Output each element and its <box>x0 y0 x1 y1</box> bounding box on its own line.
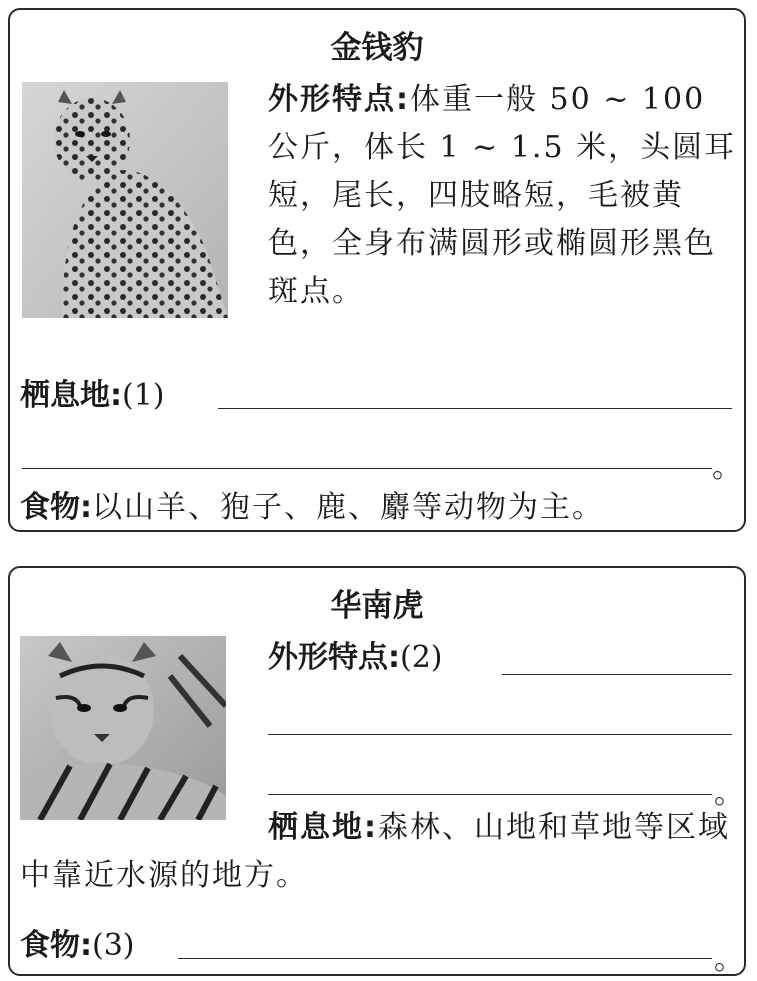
leopard-photo <box>22 82 228 318</box>
end-period: 。 <box>712 450 742 485</box>
colon: : <box>80 490 92 525</box>
answer-line-3[interactable] <box>178 958 712 959</box>
colon: : <box>110 378 122 413</box>
habitat-label: 栖息地 <box>20 378 110 413</box>
answer-line-1-cont[interactable] <box>22 468 712 469</box>
end-period: 。 <box>714 776 744 811</box>
answer-line-2-cont[interactable] <box>268 734 732 735</box>
appearance-label: 外形特点 <box>268 82 396 117</box>
card-title: 金钱豹 <box>330 30 424 66</box>
blank-number-1: (1) <box>122 378 165 413</box>
colon: : <box>80 928 92 963</box>
answer-line-2[interactable] <box>502 674 732 675</box>
food-label: 食物 <box>20 490 80 525</box>
habitat-label: 栖息地 <box>268 810 364 845</box>
tiger-card <box>8 566 746 976</box>
habitat-block <box>20 804 740 900</box>
answer-line-2-end[interactable] <box>268 794 712 795</box>
appearance-label: 外形特点 <box>268 640 388 675</box>
blank-number-2: (2) <box>400 640 443 675</box>
colon: : <box>364 810 378 845</box>
blank-number-3: (3) <box>92 928 135 963</box>
habitat-row <box>20 370 165 414</box>
colon: : <box>388 640 400 675</box>
tiger-photo <box>20 636 226 820</box>
food-text: 以山羊、狍子、鹿、麝等动物为主。 <box>92 490 604 525</box>
food-row <box>20 482 604 526</box>
appearance-row <box>268 632 443 676</box>
colon: : <box>396 82 410 117</box>
appearance-text: 体重一般 50 ~ 100 公斤，体长 1 ~ 1.5 米，头圆耳短，尾长，四肢略短，毛被黄色，全身布满圆形或椭圆形黑色斑点。 <box>268 82 737 309</box>
habitat-text: 森林、山地和草地等区域中靠近水源的地方。 <box>20 810 730 893</box>
appearance-block <box>268 76 738 316</box>
food-label: 食物 <box>20 928 80 963</box>
answer-line-1[interactable] <box>218 408 732 409</box>
end-period: 。 <box>714 942 744 977</box>
leopard-card <box>8 8 746 532</box>
food-row <box>20 920 135 964</box>
card-title: 华南虎 <box>330 588 424 624</box>
